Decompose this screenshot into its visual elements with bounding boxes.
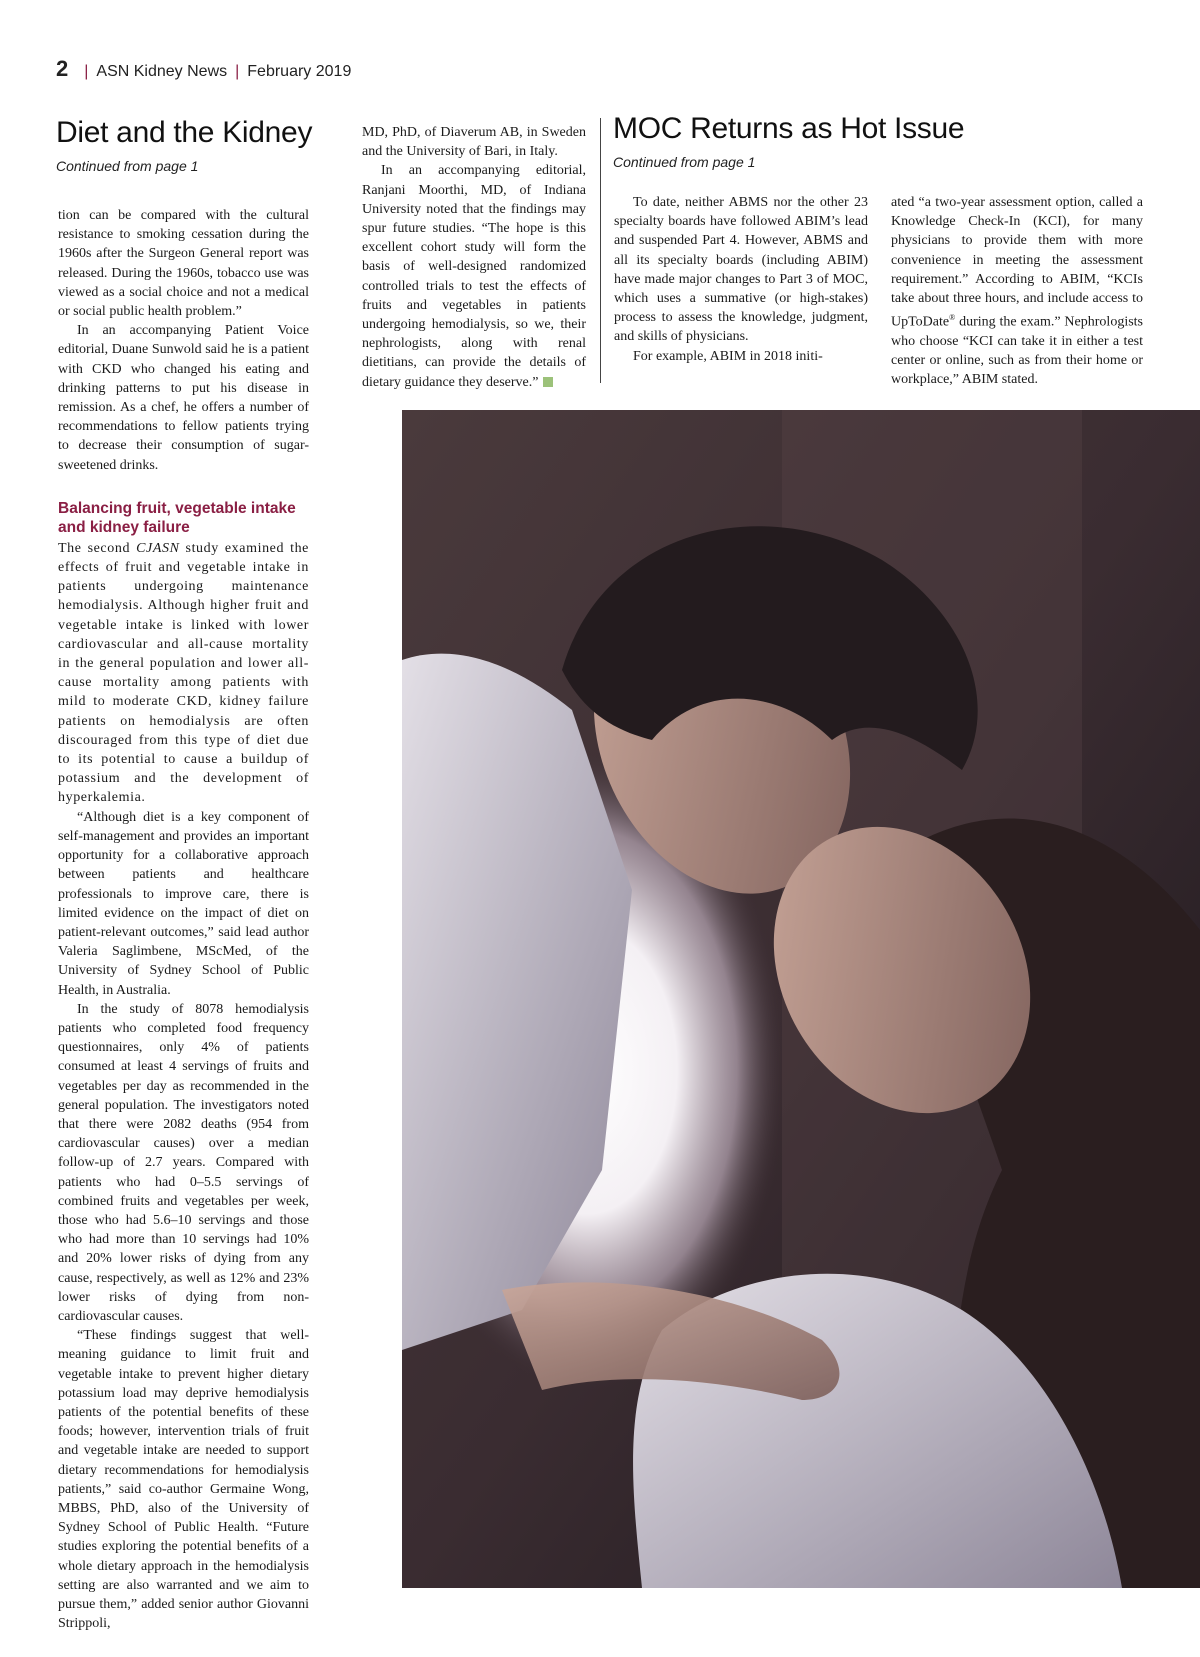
- study-intro-text: The second: [58, 540, 137, 556]
- mother-child-photo: [402, 410, 1200, 1588]
- study-intro-block: [58, 539, 309, 808]
- diet-subhead: Balancing fruit, vegetable intake and kidney failure: [58, 499, 296, 536]
- page-header: [56, 56, 351, 82]
- end-of-article-mark: [543, 377, 553, 387]
- moc-paragraph-text: during the exam.” Nephrologists who choose “KCI can take it in either a test center or online, such as from their home or workplace,” ABIM stated.: [891, 314, 1143, 388]
- diet-paragraph: In the study of 8078 hemodialysis patients who completed food frequency questionnaires, only 4% of patients consumed at least 4 servings of fruits and vegetables per day as recommended in the general population. The investigators noted that there were 2082 deaths (954 from cardiovascular causes) over a median follow-up of 2.7 years. Compared with patients who had 0–5.5 servings of combined fruits and vegetables per week, those who had 5.6–10 servings and those who had more than 10 servings had 10% and 20% lower risks of dying from any cause, respectively, as well as 12% and 23% lower risks of dying from non-cardiovascular causes.: [58, 1001, 309, 1324]
- page-number: 2: [56, 56, 69, 81]
- issue-date: February 2019: [247, 63, 352, 80]
- moc-column-1: [614, 193, 868, 366]
- column-divider: [600, 118, 601, 383]
- moc-paragraph: [891, 193, 1143, 390]
- photo-illustration: [402, 410, 1200, 1588]
- diet-paragraph: MD, PhD, of Diaverum AB, in Sweden and the University of Bari, in Italy.: [362, 125, 586, 160]
- study-intro-paragraph: [58, 539, 309, 808]
- header-separator: |: [235, 63, 240, 80]
- moc-continued-note: Continued from page 1: [613, 154, 756, 170]
- diet-paragraph-text: In an accompanying editorial, Ranjani Moorthi, MD, of Indiana University noted that the findings may spur future studies. “The hope is this excellent cohort study will form the basis of well-designed randomized controlled trials to test the effects of fruits and vegetables in patients undergoing hemodialysis, so we, their nephrologists, along with renal dietitians, can provide the details of dietary guidance they deserve.”: [362, 163, 586, 390]
- registered-mark: ®: [949, 313, 956, 323]
- moc-column-2: [891, 193, 1143, 390]
- diet-paragraph: tion can be compared with the cultural resistance to smoking cessation during the 1960s after the Surgeon General report was released. During the 1960s, tobacco use was viewed as a social choice and not a medical or social public health problem.”: [58, 208, 309, 320]
- header-separator: |: [84, 63, 89, 80]
- diet-column-2: [362, 123, 586, 392]
- journal-name: CJASN: [136, 540, 180, 556]
- diet-continued-note: Continued from page 1: [56, 158, 199, 174]
- moc-paragraph: To date, neither ABMS nor the other 23 specialty boards have followed ABIM’s lead and suspended Part 4. However, ABMS and all its specialty boards (including ABIM) have made major changes to Part 3 of MOC, which uses a summative (or high-stakes) process to assess the knowledge, judgment, and skills of physicians.: [614, 195, 868, 345]
- diet-article-title: Diet and the Kidney: [56, 116, 313, 149]
- publication-name: ASN Kidney News: [96, 63, 228, 80]
- diet-paragraph: In an accompanying Patient Voice editorial, Duane Sunwold said he is a patient with CKD who changed his eating and drinking patterns to put his disease in remission. As a chef, he offers a number of recommendations to fellow patients trying to decrease their consumption of sugar-sweetened drinks.: [58, 323, 309, 473]
- diet-paragraph: “These findings suggest that well-meaning guidance to limit fruit and vegetable intake to prevent higher dietary potassium load may deprive hemodialysis patients of the potential benefits of these foods; however, intervention trials of fruit and vegetable intake are needed to support dietary recommendations for hemodialysis patients,” said co-author Germaine Wong, MBBS, PhD, also of the University of Sydney School of Public Health. “Future studies exploring the potential benefits of a whole dietary approach in the hemodialysis setting are also warranted and we aim to pursue them,” added senior author Giovanni Strippoli,: [58, 1328, 309, 1632]
- study-intro-text: study examined the effects of fruit and vegetable intake in patients undergoing maintenance hemodialysis. Although higher fruit and vegetable intake is linked with lower cardiovascular and all-cause mortality in the general population and lower all-cause mortality among patients with mild to moderate CKD, kidney failure patients on hemodialysis are often discouraged from this type of diet due to its potential to cause a buildup of potassium and the development of hyperkalemia.: [58, 540, 309, 806]
- diet-column-1: [58, 206, 309, 1633]
- moc-paragraph: For example, ABIM in 2018 initi-: [633, 348, 823, 364]
- moc-paragraph-text: ated “a two-year assessment option, called a Knowledge Check-In (KCI), for many physicians to provide them with more convenience in meeting the assessment requirement.” According to ABIM, “KCIs take about three hours, and include access to UpToDate: [891, 195, 1143, 330]
- diet-paragraph: “Although diet is a key component of self-management and provides an important opportunity for a collaborative approach between patients and healthcare professionals to improve care, there is limited evidence on the impact of diet on patient-relevant outcomes,” said lead author Valeria Saglimbene, MScMed, of the University of Sydney School of Public Health, in Australia.: [58, 809, 309, 998]
- diet-paragraph: [362, 161, 586, 391]
- moc-article-title: MOC Returns as Hot Issue: [613, 112, 965, 145]
